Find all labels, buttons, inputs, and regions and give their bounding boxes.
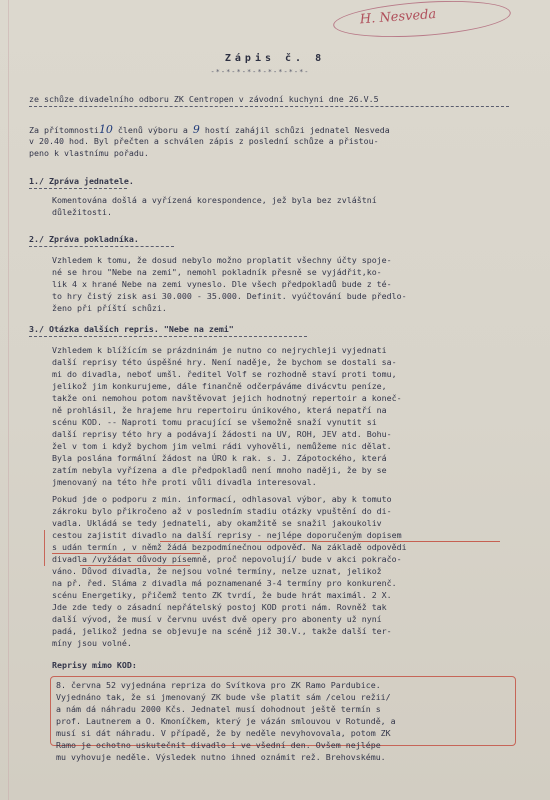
guests-count: 9	[192, 123, 200, 136]
reprise-line: mu vyhovuje neděle. Výsledek nutno ihned oznámit rež. Brehovskému.	[56, 752, 386, 762]
support-line: na př. řed. Sláma z divadla má poznamenané 3-4 termíny pro konkurenč.	[52, 578, 397, 588]
red-underline	[80, 565, 190, 566]
attendance-text: členů výboru a	[112, 125, 193, 135]
section-3-line: mi do divadla, neboť umšl. ředitel Volf se rozhodně staví proti tomu,	[52, 369, 397, 379]
red-underline	[52, 553, 200, 554]
support-line: s udán termín , v němž žádá bezpodmínečnou odpověď. Na základě odpovědi	[52, 542, 407, 552]
subtitle: ze schůze divadelního odboru ZK Centropen v závodní kuchyni dne 26.V.5	[29, 94, 379, 104]
section-3-line: Byla poslána formální žádost na ÚRO k rak. s. J. Zápotockého, která	[52, 453, 387, 463]
section-2-line: lik 4 x hrané Nebe na zemi vyneslo. Dle všech předpokladů bude z té-	[52, 279, 392, 289]
attendance-line-3: peno k vlastnímu pořadu.	[29, 148, 149, 158]
section-1-line: důležitosti.	[52, 207, 112, 217]
support-line: Jde zde tedy o zásadní nepřátelský postoj KOD proti nám. Rovněž tak	[52, 602, 387, 612]
section-1-heading: 1./ Zpráva jednatele.	[29, 176, 134, 186]
section-3-line: další reprisy této hry a podávají žádosti na UV, ROH, JEV atd. Bohu-	[52, 429, 392, 439]
signature-stamp	[332, 0, 512, 42]
section-2-line: Vzhledem k tomu, že dosud nebylo možno proplatit všechny účty spoje-	[52, 255, 392, 265]
section-3-line: další reprisy této úspěšné hry. Není naděje, že bychom se dostali sa-	[52, 357, 397, 367]
reprise-line: a nám dá náhradu 2000 Kčs. Jednatel musí dohodnout ještě termín s	[56, 704, 381, 714]
section-3-heading: 3./ Otázka dalších repris. "Nebe na zemi"	[29, 324, 234, 334]
document-title: Zápis č. 8	[224, 53, 326, 64]
section-3-line: žel v tom i když bychom jim velmi rádi vyhověli, nemůžeme nic dělat.	[52, 441, 392, 451]
section-2-line: né se hrou "Nebe na zemi", nemohl pokladník přesně se vyjádřit,ko-	[52, 267, 382, 277]
members-count: 10	[98, 123, 113, 136]
section-3-line: Vzhledem k blížícím se prázdninám je nutno co nejrychleji vyjednati	[52, 345, 387, 355]
reprise-line: Ramo je ochotno uskutečnit divadlo i ve všední den. Ovšem nejlépe	[56, 740, 381, 750]
red-margin-mark	[44, 530, 45, 566]
red-underline	[160, 541, 500, 542]
margin-line	[8, 0, 9, 800]
section-3-line: scénu KOD. -- Naproti tomu pracující se všemožně snaží vynutit si	[52, 417, 377, 427]
attendance-line-1	[29, 124, 390, 137]
reprise-line: 8. června 52 vyjednána repriza do Svítkova pro ZK Ramo Pardubice.	[56, 680, 381, 690]
attendance-line-2: v 20.40 hod. Byl přečten a schválen zápis z poslední schůze a přistou-	[29, 136, 379, 146]
support-line: míny jsou volné.	[52, 638, 132, 648]
section-3-line: ně prohlásil, že hrajeme hru repertoiru únikového, která nepatří na	[52, 405, 387, 415]
stamp-text: H. Nesveda	[359, 7, 437, 28]
attendance-text: Za přítomnosti	[29, 125, 99, 135]
support-line: padá, jelikož jedna se objevuje na scéně již 30.V., takže další ter-	[52, 626, 392, 636]
section-3-line: zatím nebyla vyřízena a dle předpokladů není mnoho naději, že by se	[52, 465, 387, 475]
reprise-line: musí si dát náhradu. V případě, že by neděle nevyhovovala, potom ZK	[56, 728, 391, 738]
title-underline: -*-*-*-*-*-*-*-*-*-	[210, 68, 310, 76]
support-line: váno. Důvod divadla, že nejsou volné termíny, nelze uznat, jelikož	[52, 566, 382, 576]
section-3-line: jelikož jim konkurujeme, dále finančně odčerpáváme divácvtu peníze,	[52, 381, 387, 391]
section-3-line: jmenovaný na této hře proti vůli divadla interesoval.	[52, 477, 317, 487]
reprise-heading: Reprisy mimo KOD:	[52, 660, 137, 670]
section-1-line: Komentována došlá a vyřízená korespondence, jež byla bez zvláštní	[52, 195, 377, 205]
support-line: cestou zajistit divadlo na další reprisy - nejlépe doporučeným dopisem	[52, 530, 402, 540]
support-line: další vývod, že musí v červnu uvést dvě opery pro abonenty už nyní	[52, 614, 382, 624]
section-2-line: ženo při příští schůzi.	[52, 303, 167, 313]
support-line: vadla. Ukládá se tedy jednateli, aby okamžitě se snažil jakoukoliv	[52, 518, 382, 528]
support-line: divadla /vyžádat důvody písemně, proč nepovolují/ bude v akci pokračo-	[52, 554, 402, 564]
reprise-line: Vyjednáno tak, že si jmenovaný ZK bude vše platit sám /celou režii/	[56, 692, 391, 702]
subtitle-underline	[29, 106, 509, 107]
section-1-underline	[29, 188, 127, 189]
section-2-line: to hry čistý zisk asi 30.000 - 35.000. Definit. vyúčtování bude předlo-	[52, 291, 407, 301]
reprise-line: prof. Lautnerem a O. Kmoníčkem, který je vázán smlouvou v Rotundě, a	[56, 716, 396, 726]
attendance-text: hostí zahájil schůzi jednatel Nesveda	[199, 125, 390, 135]
section-3-underline	[29, 336, 307, 337]
support-line: scénu Energetiky, přičemž tento ZK tvrdí, že bude hrát maximál. 2 X.	[52, 590, 392, 600]
support-line: Pokud jde o podporu z min. informací, odhlasoval výbor, aby k tomuto	[52, 494, 392, 504]
section-2-heading: 2./ Zpráva pokladníka.	[29, 234, 139, 244]
section-2-underline	[29, 246, 174, 247]
support-line: zákroku bylo přikročeno až v posledním stadiu otázky vpuštění do di-	[52, 506, 392, 516]
section-3-line: takže oni nemohou potom navštěvovat jejich hodnotný repertoir a koneč-	[52, 393, 402, 403]
